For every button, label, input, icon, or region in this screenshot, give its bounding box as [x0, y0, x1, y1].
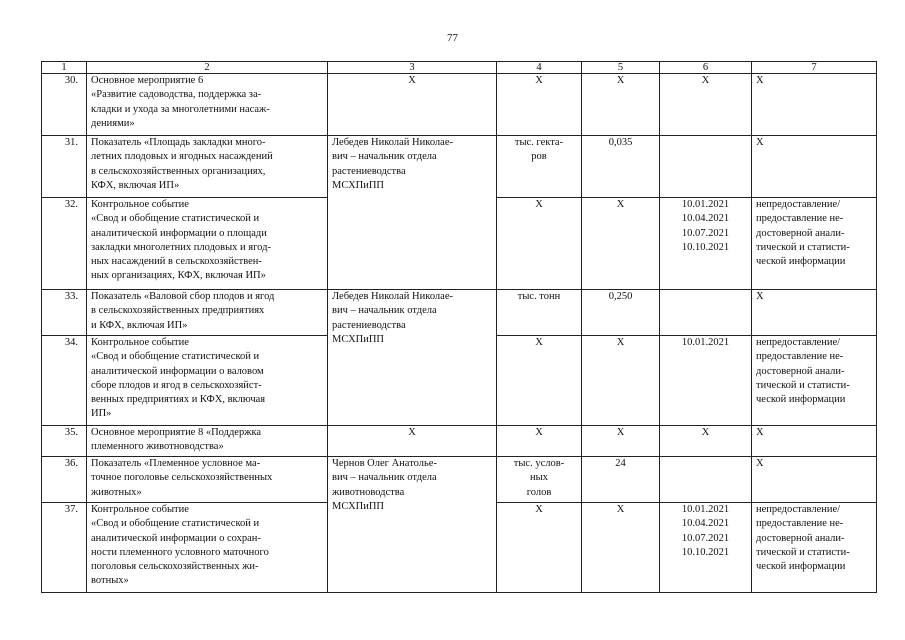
responsible-cell: Лебедев Николай Николае- вич – начальник отдела растениеводства МСХПиПП: [328, 136, 497, 290]
row-number: 34.: [42, 336, 87, 426]
value-cell: 24: [582, 457, 660, 503]
table-row: [42, 136, 877, 198]
responsible-cell: Лебедев Николай Николае- вич – начальник отдела растениеводства МСХПиПП: [328, 290, 497, 426]
unit-cell: тыс. тонн: [497, 290, 582, 336]
value-cell: 0,035: [582, 136, 660, 198]
note-cell: X: [752, 74, 877, 136]
note-cell: X: [752, 290, 877, 336]
header-cell: 7: [752, 62, 877, 74]
unit-cell: X: [497, 426, 582, 457]
row-description: Показатель «Валовой сбор плодов и ягод в сельскохозяйственных предприятиях и КФХ, включая ИП»: [87, 290, 328, 336]
row-description: Основное мероприятие 8 «Поддержка племенного животноводства»: [87, 426, 328, 457]
table-row: [42, 426, 877, 457]
value-cell: X: [582, 74, 660, 136]
header-cell: 3: [328, 62, 497, 74]
value-cell: X: [582, 503, 660, 593]
row-number: 35.: [42, 426, 87, 457]
date-cell: [660, 290, 752, 336]
table-row: [42, 290, 877, 336]
date-cell: 10.01.2021: [660, 336, 752, 426]
unit-cell: тыс. услов- ных голов: [497, 457, 582, 503]
responsible-cell: Чернов Олег Анатолье- вич – начальник отдела животноводства МСХПиПП: [328, 457, 497, 593]
unit-cell: X: [497, 74, 582, 136]
header-cell: 1: [42, 62, 87, 74]
row-number: 32.: [42, 198, 87, 290]
row-number: 36.: [42, 457, 87, 503]
date-cell: [660, 136, 752, 198]
note-cell: X: [752, 426, 877, 457]
note-cell: непредоставление/ предоставление не- достоверной анали- тической и статисти- ческой информации: [752, 336, 877, 426]
header-cell: 4: [497, 62, 582, 74]
responsible-cell: X: [328, 426, 497, 457]
unit-cell: X: [497, 198, 582, 290]
value-cell: X: [582, 336, 660, 426]
date-cell: 10.01.2021 10.04.2021 10.07.2021 10.10.2021: [660, 503, 752, 593]
date-cell: X: [660, 74, 752, 136]
header-cell: 6: [660, 62, 752, 74]
value-cell: X: [582, 198, 660, 290]
row-description: Основное мероприятие 6 «Развитие садоводства, поддержка за- кладки и ухода за многолетними насаж- дениями»: [87, 74, 328, 136]
value-cell: X: [582, 426, 660, 457]
responsible-cell: X: [328, 74, 497, 136]
table-row: [42, 74, 877, 136]
date-cell: X: [660, 426, 752, 457]
note-cell: непредоставление/ предоставление не- достоверной анали- тической и статисти- ческой информации: [752, 198, 877, 290]
note-cell: X: [752, 457, 877, 503]
row-description: Контрольное событие «Свод и обобщение статистической и аналитической информации о валовом сборе плодов и ягод в сельскохозяйст- венных предприятиях и КФХ, включая ИП»: [87, 336, 328, 426]
value-cell: 0,250: [582, 290, 660, 336]
note-cell: X: [752, 136, 877, 198]
table-row: [42, 457, 877, 503]
date-cell: [660, 457, 752, 503]
unit-cell: X: [497, 336, 582, 426]
row-number: 30.: [42, 74, 87, 136]
page-number: 77: [447, 32, 458, 44]
measures-table: [41, 61, 877, 593]
header-cell: 5: [582, 62, 660, 74]
row-number: 31.: [42, 136, 87, 198]
row-number: 37.: [42, 503, 87, 593]
header-row: [42, 62, 877, 74]
unit-cell: тыс. гекта- ров: [497, 136, 582, 198]
date-cell: 10.01.2021 10.04.2021 10.07.2021 10.10.2021: [660, 198, 752, 290]
row-description: Контрольное событие «Свод и обобщение статистической и аналитической информации о сохран- ности племенного условного маточного поголовья сельскохозяйственных жи- вотных»: [87, 503, 328, 593]
unit-cell: X: [497, 503, 582, 593]
row-number: 33.: [42, 290, 87, 336]
note-cell: непредоставление/ предоставление не- достоверной анали- тической и статисти- ческой информации: [752, 503, 877, 593]
row-description: Показатель «Площадь закладки много- летних плодовых и ягодных насаждений в сельскохозяйственных организациях, КФХ, включая ИП»: [87, 136, 328, 198]
row-description: Контрольное событие «Свод и обобщение статистической и аналитической информации о площади закладки многолетних плодовых и ягод- ных насаждений в сельскохозяйствен- ных организациях, КФХ, включая ИП»: [87, 198, 328, 290]
row-description: Показатель «Племенное условное ма- точное поголовье сельскохозяйственных животных»: [87, 457, 328, 503]
header-cell: 2: [87, 62, 328, 74]
